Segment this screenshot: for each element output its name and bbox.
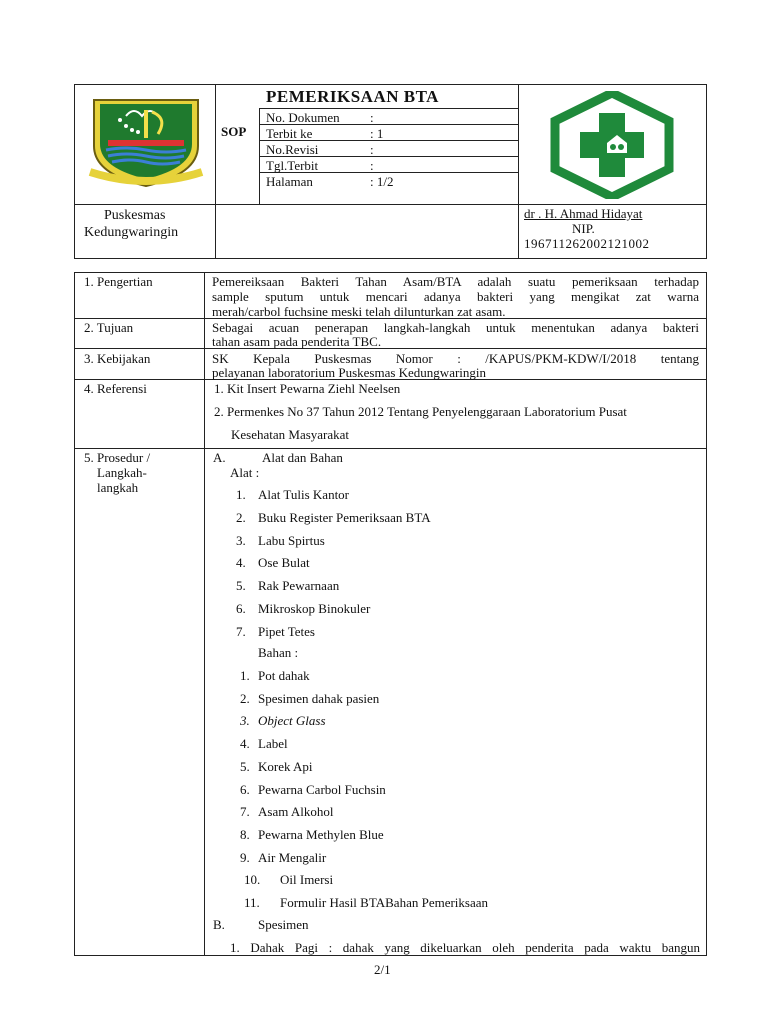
bahan-item-number: 1. — [240, 668, 250, 683]
alat-item: Mikroskop Binokuler — [258, 601, 371, 616]
bahan-item: Label — [258, 736, 288, 752]
bahan-item-number: 3. — [240, 713, 250, 729]
header-field-label: Terbit ke — [266, 126, 313, 141]
section-a-title: Alat dan Bahan — [262, 450, 343, 465]
bahan-item-number: 10. — [244, 872, 261, 888]
header-field-value: : 1 — [370, 126, 384, 141]
header-field-value: : 1/2 — [370, 174, 394, 189]
bahan-item: Korek Api — [258, 758, 313, 774]
bahan-item-number: 6. — [240, 781, 250, 797]
bahan-item: Asam Alkohol — [258, 804, 334, 820]
document-title: PEMERIKSAAN BTA — [266, 87, 439, 106]
pengertian-label: 1. Pengertian — [84, 274, 153, 289]
bahan-item-number: 2. — [240, 690, 250, 706]
section-b-title: Spesimen — [258, 917, 309, 932]
org-name-line2: Kedungwaringin — [84, 225, 179, 240]
bahan-item-number: 11. — [244, 895, 260, 910]
tujuan-label: 2. Tujuan — [84, 320, 134, 335]
alat-item: Rak Pewarnaan — [258, 578, 340, 594]
bahan-item: Object Glass — [258, 713, 326, 729]
referensi-item-2: 2. Permenkes No 37 Tahun 2012 Tentang Penyelenggaraan Laboratorium Pusat — [214, 404, 627, 419]
header-field-value: : — [370, 110, 374, 125]
alat-item-number: 3. — [236, 532, 246, 548]
bahan-item-number: 4. — [240, 736, 250, 752]
org-name-line1: Puskesmas — [104, 208, 166, 223]
alat-item: Alat Tulis Kantor — [258, 487, 350, 502]
alat-item-number: 5. — [236, 578, 246, 594]
kebijakan-label: 3. Kebijakan — [84, 351, 151, 366]
bahan-item: Pot dahak — [258, 668, 310, 683]
alat-item: Buku Register Pemeriksaan BTA — [258, 509, 431, 525]
referensi-item-2-cont: Kesehatan Masyarakat — [231, 427, 350, 442]
alat-item-number: 1. — [236, 487, 246, 502]
bahan-item-number: 9. — [240, 849, 250, 865]
puskesmas-logo — [545, 91, 679, 199]
spesimen-item-1: 1. Dahak Pagi : dahak yang dikeluarkan oleh penderita pada waktu bangun — [230, 940, 700, 955]
header-field-label: Halaman — [266, 174, 313, 189]
bahan-label: Bahan : — [258, 645, 299, 660]
bahan-item: Spesimen dahak pasien — [258, 690, 380, 706]
prosedur-label-1: 5. Prosedur / — [84, 450, 151, 465]
alat-item-number: 2. — [236, 509, 246, 525]
referensi-item-1: 1. Kit Insert Pewarna Ziehl Neelsen — [214, 381, 401, 396]
alat-item-number: 4. — [236, 555, 246, 571]
alat-item-number: 7. — [236, 623, 246, 639]
referensi-label: 4. Referensi — [84, 381, 147, 396]
section-b-number: B. — [213, 917, 225, 932]
bahan-item: Formulir Hasil BTABahan Pemeriksaan — [280, 895, 489, 910]
section-a-number: A. — [213, 450, 226, 465]
bahan-item-number: 7. — [240, 804, 250, 820]
alat-item: Labu Spirtus — [258, 532, 325, 548]
bahan-item: Pewarna Carbol Fuchsin — [258, 781, 386, 797]
bahan-item: Oil Imersi — [280, 872, 334, 888]
page-number: 2/1 — [374, 962, 391, 977]
tujuan-text-2: tahan asam pada penderita TBC. — [212, 334, 382, 349]
bahan-item-number: 5. — [240, 758, 250, 774]
prosedur-label-3: langkah — [97, 480, 139, 495]
header-field-label: Tgl.Terbit — [266, 158, 319, 173]
header-field-label: No. Dokumen — [266, 110, 340, 125]
alat-item-number: 6. — [236, 601, 246, 616]
kebijakan-text-2: pelayanan laboratorium Puskesmas Kedungwaringin — [212, 365, 487, 380]
header-field-label: No.Revisi — [266, 142, 319, 157]
bahan-item-number: 8. — [240, 826, 250, 842]
pengertian-text-2: sample sputum untuk mencari adanya bakteri yang mengikat zat warna — [212, 289, 699, 304]
regency-seal-logo — [86, 94, 206, 189]
tujuan-text-1: Sebagai acuan penerapan langkah-langkah untuk menentukan adanya bakteri — [212, 320, 699, 335]
sop-label: SOP — [221, 124, 247, 139]
pengertian-text-3: merah/carbol fuchsine meski telah dilunturkan zat asam. — [212, 304, 506, 319]
bahan-item: Pewarna Methylen Blue — [258, 826, 384, 842]
header-field-value: : — [370, 142, 374, 157]
prosedur-label-2: Langkah- — [97, 465, 147, 480]
kebijakan-text-1: SK Kepala Puskesmas Nomor : /KAPUS/PKM-KDW/I/2018 tentang — [212, 351, 699, 366]
alat-item: Pipet Tetes — [258, 623, 315, 639]
pengertian-text-1: Pemereiksaan Bakteri Tahan Asam/BTA adalah suatu pemeriksaan terhadap — [212, 274, 699, 289]
header-field-value: : — [370, 158, 374, 173]
alat-item: Ose Bulat — [258, 555, 310, 571]
nip-number: 196711262002121002 — [524, 236, 650, 251]
nip-label: NIP. — [572, 221, 595, 236]
alat-label: Alat : — [230, 465, 260, 480]
bahan-item: Air Mengalir — [258, 849, 327, 865]
signer-name: dr . H. Ahmad Hidayat — [524, 206, 643, 221]
